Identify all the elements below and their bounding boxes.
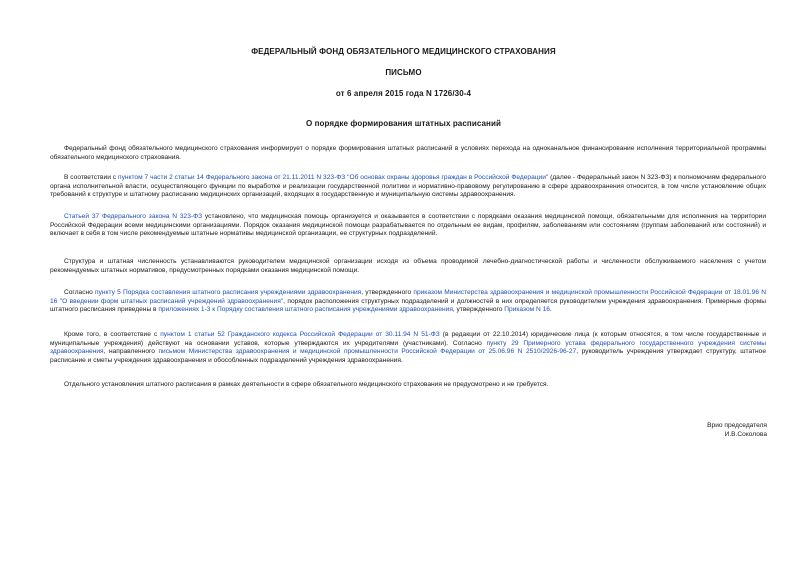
issuing-organization: ФЕДЕРАЛЬНЫЙ ФОНД ОБЯЗАТЕЛЬНОГО МЕДИЦИНСКОГО СТРАХОВАНИЯ (251, 47, 556, 56)
civil-code-article-52-link[interactable]: пунктом 1 статьи 52 Гражданского кодекса Российской Федерации от 30.11.94 N 51-ФЗ (160, 331, 440, 338)
paragraph-text: Отдельного установления штатного расписания в рамках деятельности в сфере обязательного медицинского страхования не предусмотрено и не требуется. (64, 381, 549, 388)
signature-block (707, 421, 767, 439)
paragraph-2 (50, 174, 766, 200)
document-date-number: от 6 апреля 2015 года N 1726/30-4 (335, 89, 472, 98)
model-charter-point-29-link[interactable]: пункту 29 Примерного устава федерального государственного учреждения системы здравоохранения (50, 339, 766, 356)
paragraph-text: установлено, что медицинская помощь организуется и оказывается в соответствии с порядками оказания медицинской помощи, обязательными для исполнения на территории Российской Федерации всеми медицинскими организациями. Порядок оказания медицинской помощи разрабатывается по отдельным ее видам, профилям, заболеваниям или состояниям (группам заболеваний или состояний) и включает в себя в том числе рекомендуемые штатные нормативы медицинской организации, ее структурных подразделений. (50, 213, 767, 238)
paragraph-text: Согласно (64, 289, 96, 296)
paragraph-6 (50, 331, 766, 365)
order-16-link[interactable]: Приказом N 16 (504, 306, 550, 314)
law-323-article-14-link[interactable]: пунктом 7 части 2 статьи 14 Федерального закона от 21.11.2011 N 323-ФЗ "Об основах охраны здоровья граждан в Российской Федерации" (118, 174, 549, 181)
document-subject: О порядке формирования штатных расписаний (305, 119, 502, 128)
paragraph-5 (50, 289, 766, 315)
paragraph-text: Структура и штатная численность устанавливаются руководителем медицинской организации исходя из объема проводимой лечебно-диагностической работы и численности обслуживаемого населения с учетом рекомендуемых штатных нормативов, предусмотренных порядками оказания медицинской помощи. (50, 258, 766, 274)
ministry-letter-2510-link[interactable]: письмом Министерства здравоохранения и медицинской промышленности Российской Федерации от 25.06.96 N 2510/2926-96-27 (158, 348, 577, 356)
paragraph-text: Кроме того, в соответствие с (64, 331, 161, 338)
law-323-article-37-link[interactable]: Статьей 37 Федерального закона N 323-ФЗ (64, 213, 203, 220)
paragraph-3 (50, 213, 766, 239)
paragraph-text: В соответствии с (64, 174, 118, 181)
paragraph-text: . (549, 306, 552, 314)
paragraph-4 (50, 258, 766, 275)
paragraph-text: (в редакции от 22.10.2014) юридические лица (к которым относятся, в том числе государственные и муниципальные учреждения) действуют на основании уставов, которые утверждаются их учредителями (участниками). Согласно (50, 331, 766, 347)
paragraph-text: Федеральный фонд обязательного медицинского страхования информирует о порядке формирования штатных расписаний в условиях перехода на одноканальное финансирование исполнения территориальной программы обязательного медицинского страхования. (50, 145, 766, 161)
paragraph-text: , порядок расположения структурных подразделений и должностей в них определяется руководителем учреждения здравоохранения. Примерные формы штатного расписания приведены в (50, 297, 766, 314)
paragraph-1 (50, 145, 766, 162)
ministry-order-16-link[interactable]: приказом Министерства здравоохранения и медицинской промышленности Российской Федерации от 18.01.96 N 16 "О введении форм штатных расписаний учреждений здравоохранения" (50, 289, 766, 305)
staffing-procedure-point-5-link[interactable]: пункту 5 Порядка составления штатного расписания учреждениями здравоохранения (95, 289, 362, 296)
paragraph-text: , руководитель учреждения утверждает структуру, штатное расписание и сметы учреждения здравоохранения и обособленных подразделений учреждения здравоохранения. (50, 348, 767, 364)
paragraph-text: , утвержденного (452, 306, 505, 314)
paragraph-text: (далее - Федеральный закон N 323-ФЗ) к полномочиям федерального органа исполнительной власти, осуществляющего функции по выработке и реализации государственной политики и нормативно-правовому регулированию в сфере здравоохранения относится, в том числе установление общих требований к структуре и штатному расписанию медицинских организаций, входящих в государственную и муниципальную системы здравоохранения. (50, 174, 766, 199)
paragraph-7 (50, 381, 766, 390)
document-type: ПИСЬМО (385, 68, 422, 77)
signatory-name: И.В.Соколова (724, 431, 767, 438)
appendices-1-3-link[interactable]: приложениях 1-3 к Порядку составления штатного расписания учреждениями здравоохранения (158, 306, 453, 314)
signatory-position: Врио председателя (707, 422, 767, 429)
paragraph-text: , утвержденного (361, 289, 414, 296)
paragraph-text: , направленного (103, 348, 159, 356)
